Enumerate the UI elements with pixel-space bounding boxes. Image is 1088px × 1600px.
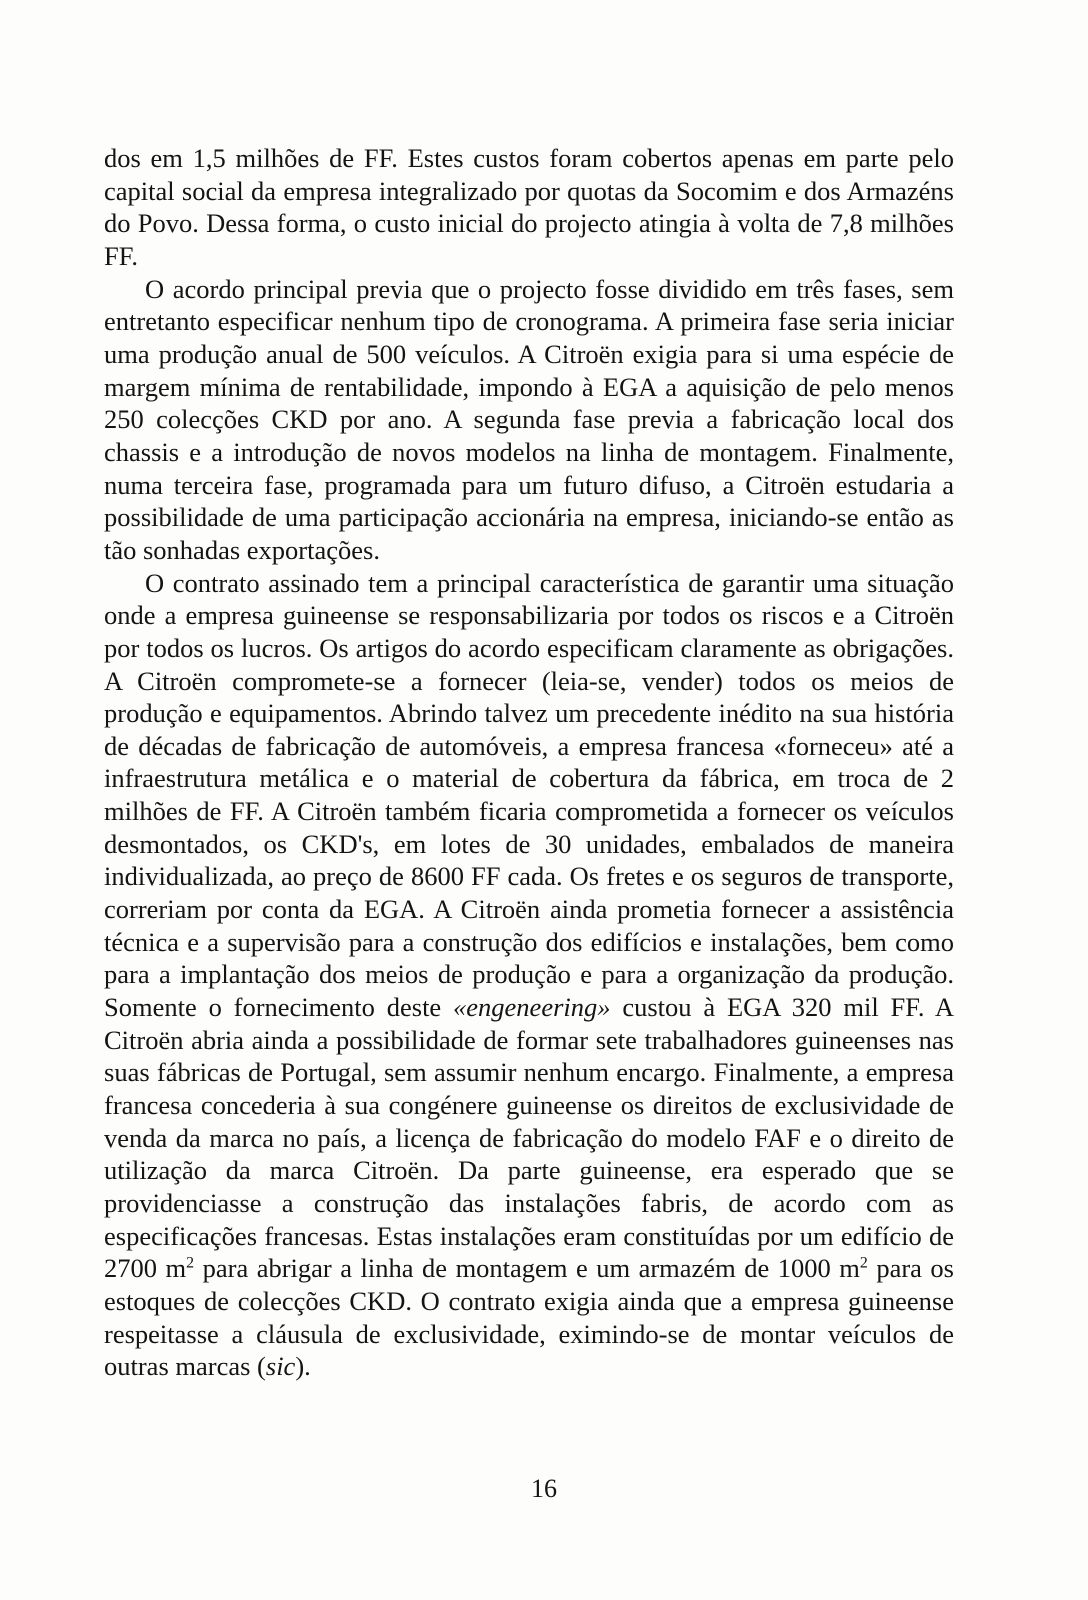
superscript-squared-2: 2 bbox=[859, 1254, 868, 1272]
page-number: 16 bbox=[531, 1474, 557, 1503]
body-text bbox=[104, 142, 954, 1383]
paragraph-3 bbox=[104, 567, 954, 1383]
paragraph-3-part-i: ). bbox=[295, 1351, 311, 1382]
sic-term: sic bbox=[265, 1351, 296, 1382]
superscript-squared-1: 2 bbox=[186, 1254, 195, 1272]
paragraph-2: O acordo principal previa que o projecto fosse dividido em três fases, sem entretanto especificar nenhum tipo de cronograma. A primeira fase seria iniciar uma produção anual de 500 veículos. A Citroën exigia para si uma espécie de margem mínima de rentabilidade, impondo à EGA a aquisição de pelo menos 250 colecções CKD por ano. A segunda fase previa a fabricação local dos chassis e a introdução de novos modelos na linha de montagem. Finalmente, numa terceira fase, programada para um futuro difuso, a Citroën estudaria a possibilidade de uma participação accionária na empresa, iniciando-se então as tão sonhadas exportações. bbox=[104, 273, 954, 565]
paragraph-1: dos em 1,5 milhões de FF. Estes custos foram cobertos apenas em parte pelo capital social da empresa integralizado por quotas da Socomim e dos Armazéns do Povo. Dessa forma, o custo inicial do projecto atingia à volta de 7,8 milhões FF. bbox=[104, 143, 954, 271]
paragraph-3-part-g: para os estoques de colecções CKD. O contrato exigia ainda que a empresa guineense respeitasse a cláusula de exclusividade, eximindo-se de montar veículos de outras marcas ( bbox=[104, 1253, 954, 1382]
engeneering-term: «engeneering» bbox=[453, 992, 611, 1023]
paragraph-3-part-c: custou à EGA 320 mil FF. A Citroën abria ainda a possibilidade de formar sete trabalhadores guineenses nas suas fábricas de Portugal, sem assumir nenhum encargo. Finalmente, a empresa francesa concederia à sua congénere guineense os direitos de exclusividade de venda da marca no país, a licença de fabricação do modelo FAF e o direito de utilização da marca Citroën. Da parte guineense, era esperado que se providenciasse a construção das instalações fabris, de acordo com as especificações francesas. Estas instalações eram constituídas por um edifício de 2700 m bbox=[104, 992, 954, 1284]
paragraph-3-part-a: O contrato assinado tem a principal característica de garantir uma situação onde a empresa guineense se responsabilizaria por todos os riscos e a Citroën por todos os lucros. Os artigos do acordo especificam claramente as obrigações. A Citroën compromete-se a fornecer (leia-se, vender) todos os meios de produção e equipamentos. Abrindo talvez um precedente inédito na sua história de décadas de fabricação de automóveis, a empresa francesa «forneceu» até a infraestrutura metálica e o material de cobertura da fábrica, em troca de 2 milhões de FF. A Citroën também ficaria comprometida a fornecer os veículos desmontados, os CKD's, em lotes de 30 unidades, embalados de maneira individualizada, ao preço de 8600 FF cada. Os fretes e os seguros de transporte, correriam por conta da EGA. A Citroën ainda prometia fornecer a assistência técnica e a supervisão para a construção dos edifícios e instalações, bem como para a implantação dos meios de produção e para a organização da produção. Somente o fornecimento deste bbox=[104, 567, 954, 1023]
paragraph-3-part-e: para abrigar a linha de montagem e um armazém de 1000 m bbox=[194, 1253, 860, 1284]
